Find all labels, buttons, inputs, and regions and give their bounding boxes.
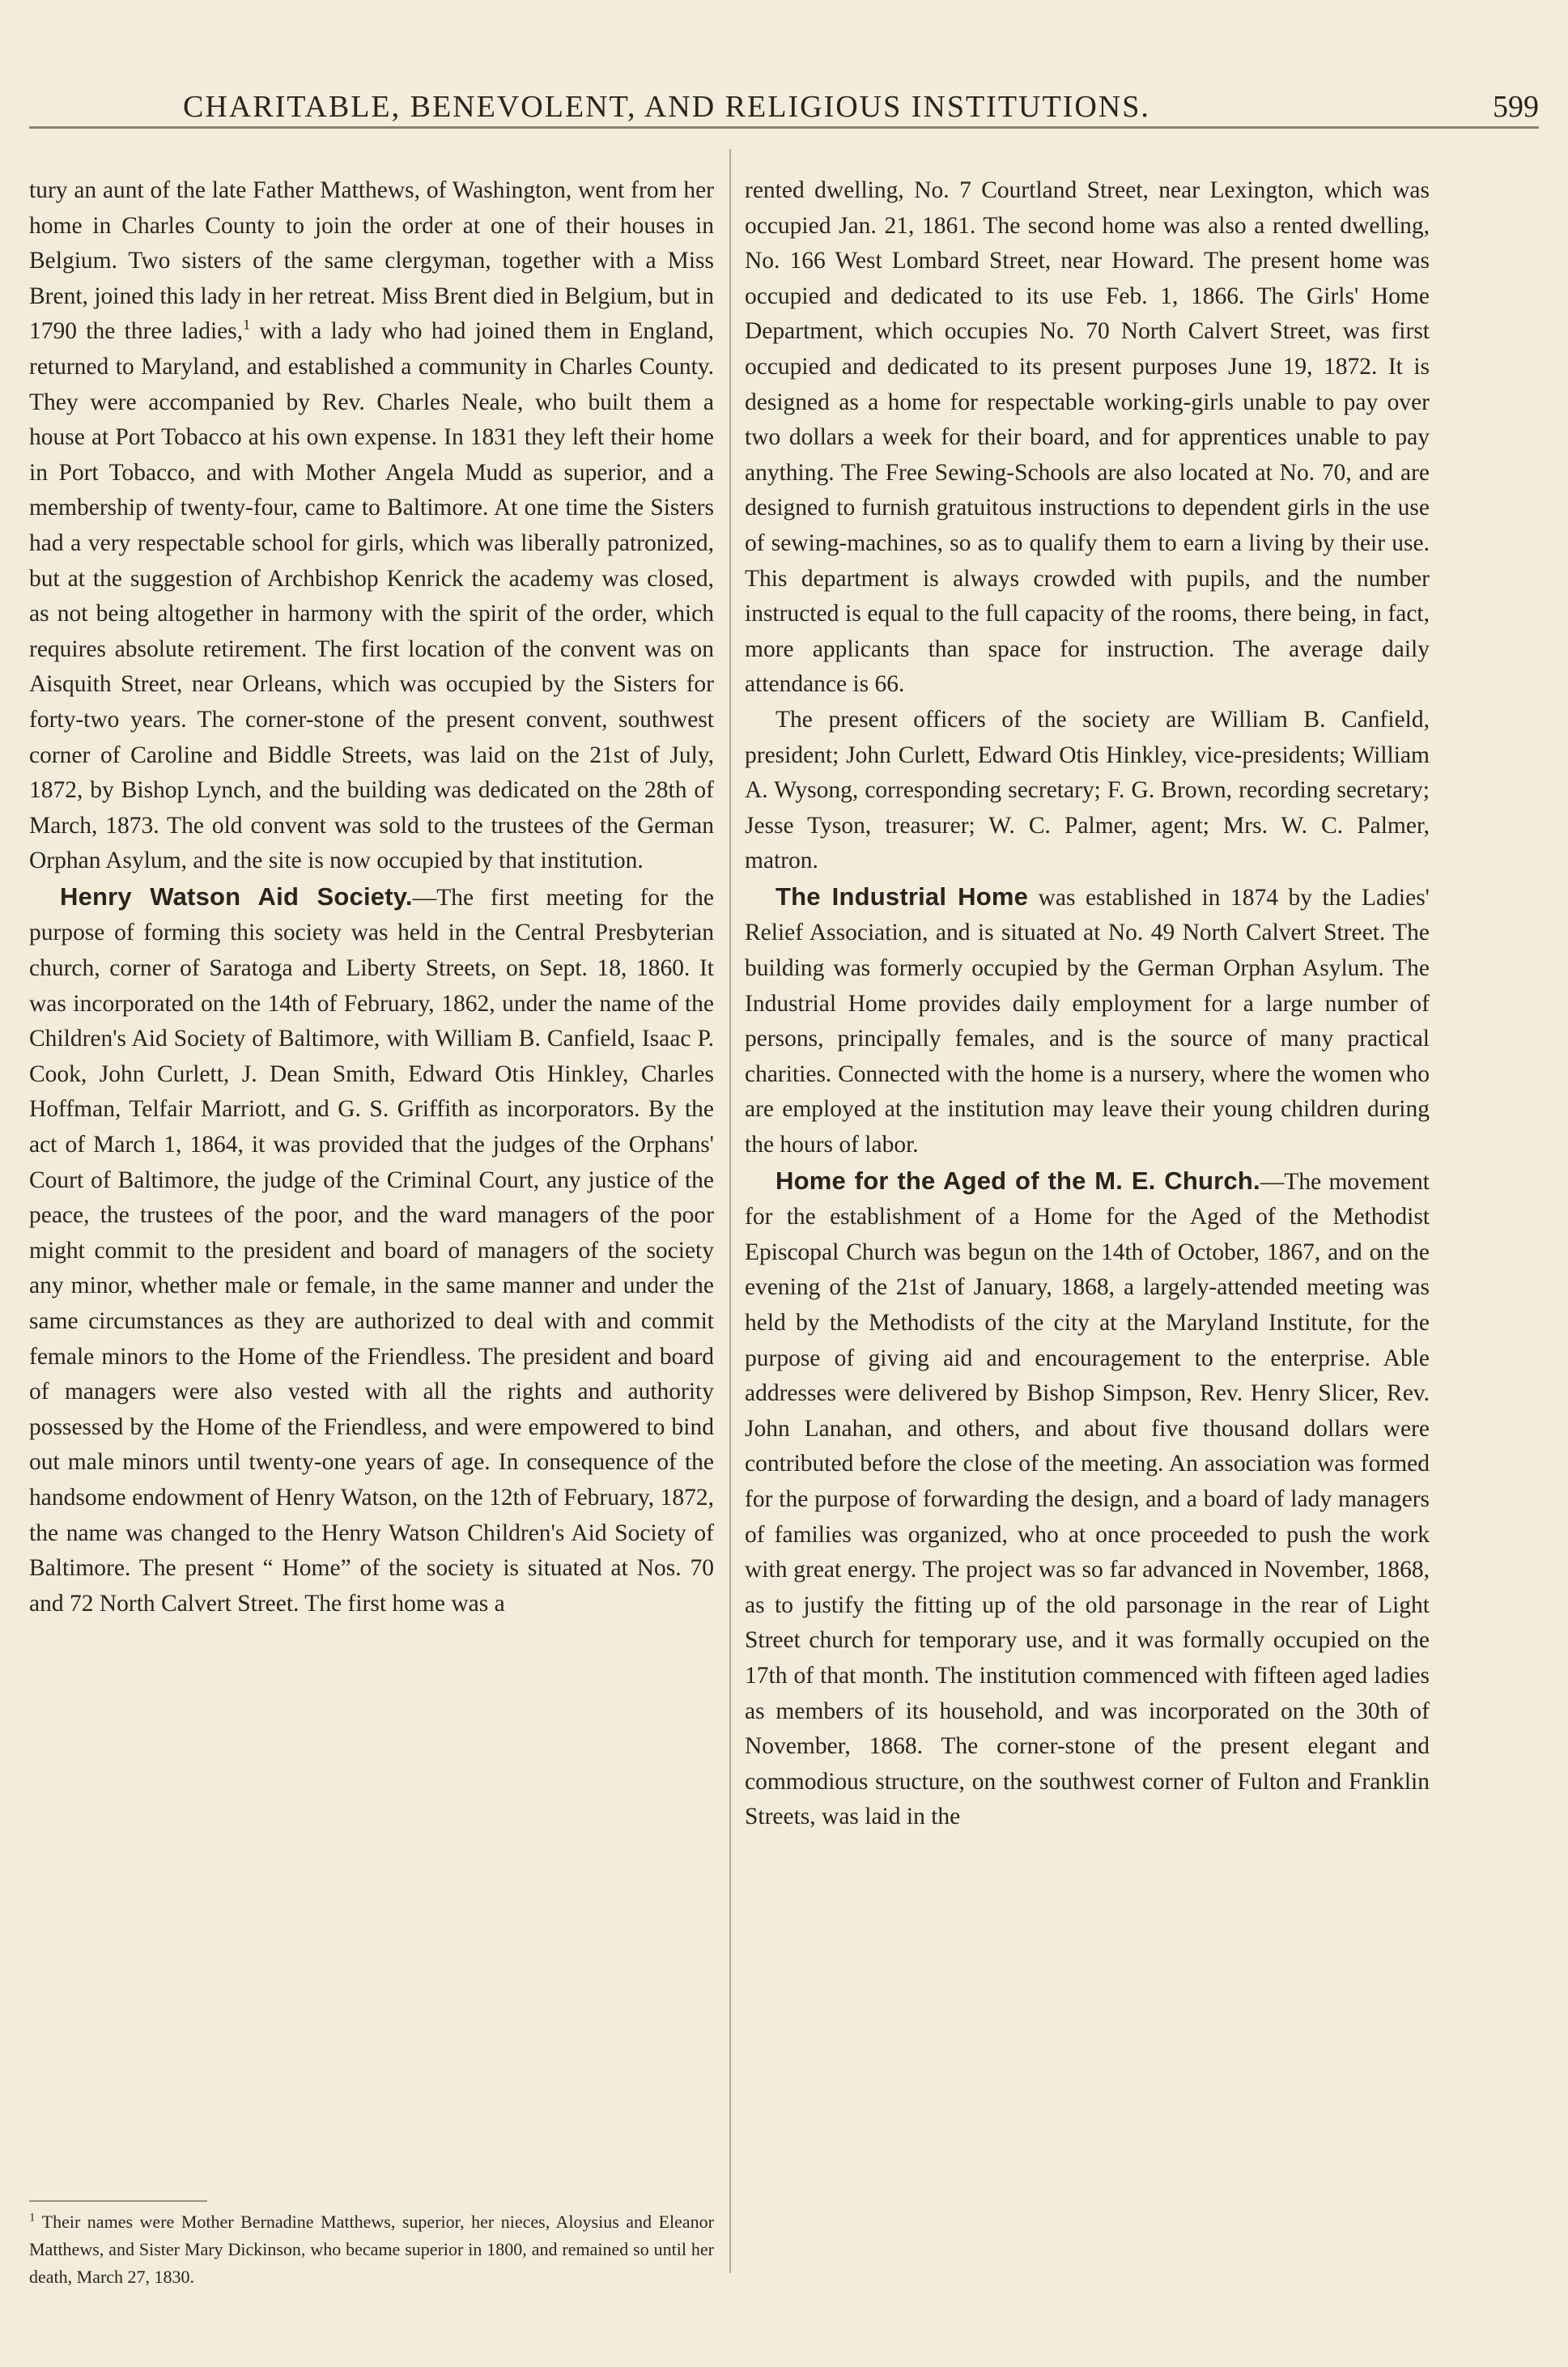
officers-paragraph [745,703,1430,879]
aged-home-text: —The movement for the establishment of a Home for the Aged of the Methodist Episcopal Church was begun on the 14th of October, 1867, and on the evening of the 21st of January, 1868, a largely-attended meeting was held by the Methodists of the city at the Maryland Institute, for the purpose of giving aid and encouragement to the enterprise. Able addresses were delivered by Bishop Simpson, Rev. Henry Slicer, Rev. John Lanahan, and others, and about five thousand dollars were contributed before the close of the meeting. An association was formed for the purpose of forwarding the design, and a board of lady managers of families was organized, who at once proceeded to push the work with great energy. The project was so far advanced in November, 1868, as to justify the fitting up of the old parsonage in the rear of Light Street church for temporary use, and it was formally occupied on the 17th of that month. The institution commenced with fifteen aged ladies as members of its household, and was incorporated on the 30th of November, 1868. The corner-stone of the present elegant and commodious structure, on the southwest corner of Fulton and Franklin Streets, was laid in the [745,1168,1430,1830]
homes-text: rented dwelling, No. 7 Courtland Street, near Lexington, which was occupied Jan. 21, 1861. The second home was also a rented dwelling, No. 166 West Lombard Street, near Howard. The present home was occupied and dedicated to its use Feb. 1, 1866. The Girls' Home Department, which occupies No. 70 North Calvert Street, was first occupied and dedicated to its present purposes June 19, 1872. It is designed as a home for respectable working-girls unable to pay over two dollars a week for their board, and for apprentices unable to pay anything. The Free Sewing-Schools are also located at No. 70, and are designed to furnish gratuitous instructions to dependent girls in the use of sewing-machines, so as to qualify them to earn a living by their use. This department is always crowded with pupils, and the number instructed is equal to the full capacity of the rooms, there being, in fact, more applicants than space for instruction. The average daily attendance is 66. [745,177,1430,698]
convent-text-continued: with a lady who had joined them in England, returned to Maryland, and established a community in Charles County. They were accompanied by Rev. Charles Neale, who built them a house at Port Tobacco at his own expense. In 1831 they left their home in Port Tobacco, and with Mother Angela Mudd as superior, and a membership of twenty-four, came to Baltimore. At one time the Sisters had a very respectable school for girls, which was liberally patronized, but at the suggestion of Archbishop Kenrick the academy was closed, as not being altogether in harmony with the spirit of the order, which requires absolute retirement. The first location of the convent was on Aisquith Street, near Orleans, which was occupied by the Sisters for forty-two years. The corner-stone of the present convent, southwest corner of Caroline and Biddle Streets, was laid on the 21st of July, 1872, by Bishop Lynch, and the building was dedicated on the 28th of March, 1873. The old convent was sold to the trustees of the German Orphan Asylum, and the site is now occupied by that institution. [29,318,715,874]
footnote-reference: 1 [243,317,251,334]
industrial-home-heading: The Industrial Home [776,882,1029,911]
henry-watson-text: —The first meeting for the purpose of forming this society was held in the Central Presbyterian church, corner of Saratoga and Liberty Streets, on Sept. 18, 1860. It was incorporated on the 14th of February, 1862, under the name of the Children's Aid Society of Baltimore, with William B. Canfield, Isaac P. Cook, John Curlett, J. Dean Smith, Edward Otis Hinkley, Charles Hoffman, Telfair Marriott, and G. S. Griffith as incorporators. By the act of March 1, 1864, it was provided that the judges of the Orphans' Court of Baltimore, the judge of the Criminal Court, any justice of the peace, the trustees of the poor, and the ward managers of the poor might commit to the president and board of managers of the society any minor, whether male or female, in the same manner and under the same circumstances as they are authorized to deal with and commit female minors to the Home of the Friendless. The president and board of managers were also vested with all the rights and authority possessed by the Home of the Friendless, and were empowered to bind out male minors until twenty-one years of age. In consequence of the handsome endowment of Henry Watson, on the 12th of February, 1872, the name was changed to the Henry Watson Children's Aid Society of Baltimore. The present “ Home” of the society is situated at Nos. 70 and 72 North Calvert Street. The first home was a [29,884,714,1617]
convent-text: tury an aunt of the late Father Matthews, of Washington, went from her home in Charles County to join the order at one of their houses in Belgium. Two sisters of the same clergyman, together with a Miss Brent, joined this lady in her retreat. Miss Brent died in Belgium, but in 1790 the three ladies, [29,177,714,345]
footnote [29,2208,714,2291]
convent-paragraph [29,173,714,879]
officers-text: The present officers of the society are William B. Canfield, president; John Curlett, Edward Otis Hinkley, vice-presidents; William A. Wysong, corresponding secretary; F. G. Brown, recording secretary; Jesse Tyson, treasurer; W. C. Palmer, agent; Mrs. W. C. Palmer, matron. [745,706,1430,874]
footnote-rule [29,2200,207,2202]
running-title: CHARITABLE, BENEVOLENT, AND RELIGIOUS INSTITUTIONS. [183,90,1150,124]
running-head [29,89,1539,129]
aged-home-paragraph [745,1163,1430,1835]
homes-paragraph [745,173,1430,703]
aged-home-heading: Home for the Aged of the M. E. Church. [776,1166,1260,1195]
henry-watson-heading: Henry Watson Aid Society. [60,882,413,911]
right-column [745,173,1430,1835]
industrial-home-paragraph [745,879,1430,1163]
left-column [29,173,714,1621]
page-number: 599 [1493,90,1539,124]
henry-watson-paragraph [29,879,714,1621]
industrial-home-text: was established in 1874 by the Ladies' Relief Association, and is situated at No. 49 North Calvert Street. The building was formerly occupied by the German Orphan Asylum. The Industrial Home provides daily employment for a large number of persons, principally females, and is the source of many practical charities. Connected with the home is a nursery, where the women who are employed at the institution may leave their young children during the hours of labor. [745,884,1430,1158]
footnote-mark: 1 [29,2211,36,2225]
footnote-text: Their names were Mother Bernadine Matthews, superior, her nieces, Aloysius and Eleanor Matthews, and Sister Mary Dickinson, who became superior in 1800, and remained so until her death, March 27, 1830. [29,2212,714,2287]
column-divider [729,149,731,2273]
